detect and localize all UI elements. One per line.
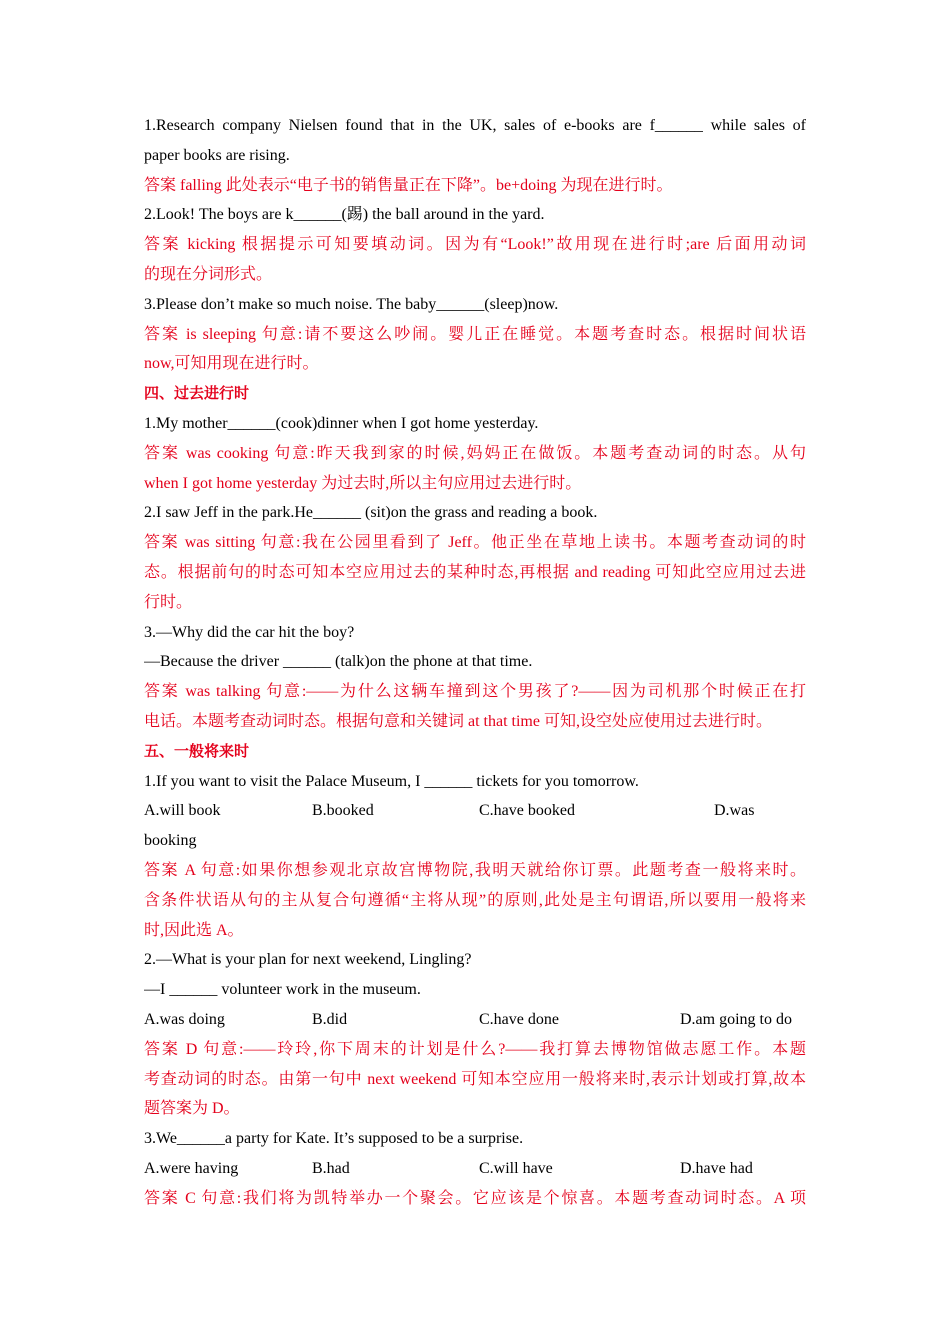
question-line: booking (144, 832, 197, 850)
option-choice: C.will have (479, 1159, 553, 1177)
question-line: paper books are rising. (144, 146, 290, 164)
answer-line: 考查动词的时态。由第一句中 next weekend 可知本空应用一般将来时,表示计划或打算,故本 (144, 1070, 806, 1088)
answer-options (144, 796, 806, 826)
answer-line: 答案 A 句意:如果你想参观北京故宫博物院,我明天就给你订票。此题考查一般将来时。 (144, 861, 806, 879)
question-line: 1.If you want to visit the Palace Museum, I ______ tickets for you tomorrow. (144, 772, 639, 790)
answer-line: 答案 was sitting 句意:我在公园里看到了 Jeff。他正坐在草地上读书。本题考查动词的时 (144, 534, 806, 552)
option-choice: D.was (714, 802, 755, 820)
option-choice: B.did (312, 1010, 348, 1028)
question-line: —I ______ volunteer work in the museum. (144, 981, 421, 999)
answer-line: 态。根据前句的时态可知本空应用过去的某种时态,再根据 and reading 可知此空应用过去进 (144, 563, 806, 581)
section-heading: 五、一般将来时 (144, 741, 250, 760)
option-choice: A.will book (144, 802, 221, 820)
question-line: 1.Research company Nielsen found that in the UK, sales of e-books are f______ while sales of (144, 117, 806, 134)
answer-line: now,可知用现在进行时。 (144, 355, 319, 373)
answer-options (144, 1154, 806, 1184)
option-choice: C.have booked (479, 802, 575, 820)
answer-line: 时,因此选 A。 (144, 921, 244, 939)
option-choice: C.have done (479, 1010, 559, 1028)
option-choice: B.booked (312, 802, 374, 820)
question-line: 3.—Why did the car hit the boy? (144, 623, 355, 641)
section-heading: 四、过去进行时 (144, 384, 250, 403)
question-line: —Because the driver ______ (talk)on the phone at that time. (144, 653, 533, 671)
exercise-text (144, 111, 806, 1213)
answer-line: 答案 was cooking 句意:昨天我到家的时候,妈妈正在做饭。本题考查动词的时态。从句 (144, 444, 806, 462)
question-line: 2.—What is your plan for next weekend, Lingling? (144, 951, 472, 969)
option-choice: B.had (312, 1159, 350, 1177)
answer-line: 答案 D 句意:——玲玲,你下周末的计划是什么?——我打算去博物馆做志愿工作。本题 (144, 1040, 806, 1058)
answer-line: 答案 falling 此处表示“电子书的销售量正在下降”。be+doing 为现在进行时。 (144, 176, 673, 194)
answer-line: 答案 is sleeping 句意:请不要这么吵闹。婴儿正在睡觉。本题考查时态。根据时间状语 (144, 325, 806, 343)
question-line: 1.My mother______(cook)dinner when I got home yesterday. (144, 414, 539, 432)
option-choice: A.were having (144, 1159, 239, 1177)
answer-line: 题答案为 D。 (144, 1100, 240, 1118)
answer-line: 答案 kicking 根据提示可知要填动词。因为有“Look!”故用现在进行时;are 后面用动词 (144, 236, 806, 254)
answer-line: when I got home yesterday 为过去时,所以主句应用过去进行时。 (144, 474, 582, 492)
question-line: 3.Please don’t make so much noise. The baby______(sleep)now. (144, 295, 559, 313)
answer-line: 电话。本题考查动词时态。根据句意和关键词 at that time 可知,设空处应使用过去进行时。 (144, 712, 772, 730)
question-line: 2.I saw Jeff in the park.He______ (sit)on the grass and reading a book. (144, 504, 598, 522)
question-line: 2.Look! The boys are k______(踢) the ball around in the yard. (144, 206, 545, 224)
answer-line: 含条件状语从句的主从复合句遵循“主将从现”的原则,此处是主句谓语,所以要用一般将来 (144, 891, 806, 909)
answer-line: 的现在分词形式。 (144, 265, 273, 283)
option-choice: D.have had (680, 1159, 753, 1177)
answer-line: 答案 was talking 句意:——为什么这辆车撞到这个男孩了?——因为司机那个时候正在打 (144, 683, 806, 701)
answer-line: 答案 C 句意:我们将为凯特举办一个聚会。它应该是个惊喜。本题考查动词时态。A 项 (144, 1189, 806, 1207)
answer-line: 行时。 (144, 593, 193, 611)
option-choice: A.was doing (144, 1010, 225, 1028)
question-line: 3.We______a party for Kate. It’s supposed to be a surprise. (144, 1130, 524, 1148)
answer-options (144, 1005, 806, 1035)
option-choice: D.am going to do (680, 1010, 792, 1028)
